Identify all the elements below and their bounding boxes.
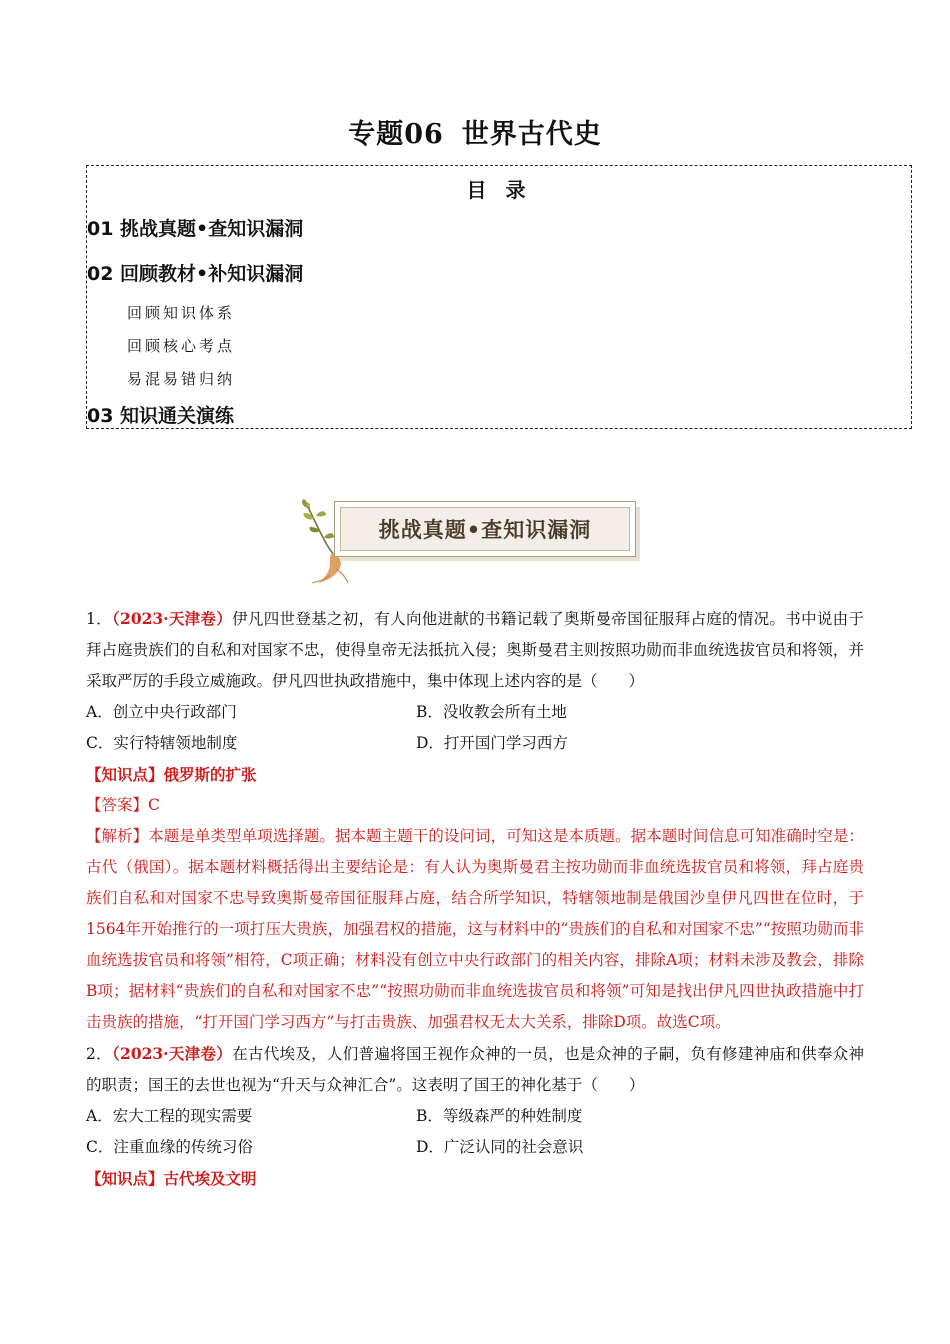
question-2-options-row-2 (86, 1132, 864, 1163)
question-2-stem (86, 1038, 864, 1101)
toc-subitem-core[interactable]: 回顾核心考点 (127, 337, 236, 355)
question-2-options-row-1 (86, 1101, 864, 1132)
question-1-source: （2023·天津卷） (111, 609, 233, 628)
title-main: 世界古代史 (461, 119, 602, 150)
question-1-option-c[interactable]: C．实行特辖领地制度 (86, 734, 238, 752)
question-2-option-a[interactable]: A．宏大工程的现实需要 (86, 1107, 253, 1125)
section-banner (296, 497, 641, 585)
question-1-analysis: 【解析】本题是单类型单项选择题。据本题主题干的设问词，可知这是本质题。据本题时间信息可知准确时空是：古代（俄国）。据本题材料概括得出主要结论是：有人认为奥斯曼君主按功勋而非血统选拔官员和将领，拜占庭贵族们自私和对国家不忠导致奥斯曼帝国征服拜占庭，结合所学知识，特辖领地制是俄国沙皇伊凡四世在位时，于1564年开始推行的一项打压大贵族，加强君权的措施，这与材料中的“贵族们的自私和对国家不忠”“按照功勋而非血统选拔官员和将领”相符，C项正确；材料没有创立中央行政部门的相关内容，排除A项；材料未涉及教会，排除B项；据材料“贵族们的自私和对国家不忠”“按照功勋而非血统选拔官员和将领”可知是找出伊凡四世执政措施中打击贵族的措施，“打开国门学习西方”与打击贵族、加强君权无太大关系，排除D项。故选C项。 (86, 827, 864, 1031)
question-1-knowledge: 【知识点】俄罗斯的扩张 (86, 765, 257, 784)
question-1-number: 1． (86, 610, 112, 628)
question-1-option-b[interactable]: B．没收教会所有土地 (416, 703, 567, 721)
question-2-option-b[interactable]: B．等级森严的种姓制度 (416, 1107, 583, 1125)
toc-item-01[interactable]: 01 挑战真题•查知识漏洞 (87, 218, 304, 240)
question-2-text: 在古代埃及，人们普遍将国王视作众神的一员，也是众神的子嗣，负有修建神庙和供奉众神的职责；国王的去世也视为“升天与众神汇合”。这表明了国王的神化基于（ ） (86, 1045, 864, 1094)
banner-title: 挑战真题•查知识漏洞 (378, 518, 592, 542)
toc-item-03[interactable]: 03 知识通关演练 (87, 405, 235, 427)
title-prefix: 专题06 (348, 119, 444, 150)
page-title (0, 112, 950, 151)
question-1-options-row-2 (86, 728, 864, 759)
table-of-contents (86, 165, 912, 429)
question-1-option-a[interactable]: A．创立中央行政部门 (86, 703, 237, 721)
question-2-option-d[interactable]: D．广泛认同的社会意识 (416, 1138, 584, 1156)
toc-heading: 目 录 (466, 178, 532, 202)
question-1-text: 伊凡四世登基之初，有人向他进献的书籍记载了奥斯曼帝国征服拜占庭的情况。书中说由于拜占庭贵族们的自私和对国家不忠，使得皇帝无法抵抗入侵；奥斯曼君主则按照功勋而非血统选拔官员和将领，并采取严厉的手段立威施政。伊凡四世执政措施中，集中体现上述内容的是（ ） (86, 610, 864, 690)
toc-item-02[interactable]: 02 回顾教材•补知识漏洞 (87, 263, 304, 285)
question-1-options-row-1 (86, 697, 864, 728)
question-1-stem (86, 603, 864, 697)
question-2-knowledge: 【知识点】古代埃及文明 (86, 1169, 257, 1188)
question-1-answer: 【答案】C (86, 796, 160, 814)
question-2-option-c[interactable]: C．注重血缘的传统习俗 (86, 1138, 253, 1156)
question-2-source: （2023·天津卷） (111, 1044, 233, 1063)
question-2-number: 2． (86, 1045, 112, 1063)
questions-section (86, 603, 864, 1194)
toc-subitem-confusion[interactable]: 易混易错归纳 (127, 370, 236, 388)
toc-subitem-system[interactable]: 回顾知识体系 (127, 304, 236, 322)
question-1-option-d[interactable]: D．打开国门学习西方 (416, 734, 568, 752)
